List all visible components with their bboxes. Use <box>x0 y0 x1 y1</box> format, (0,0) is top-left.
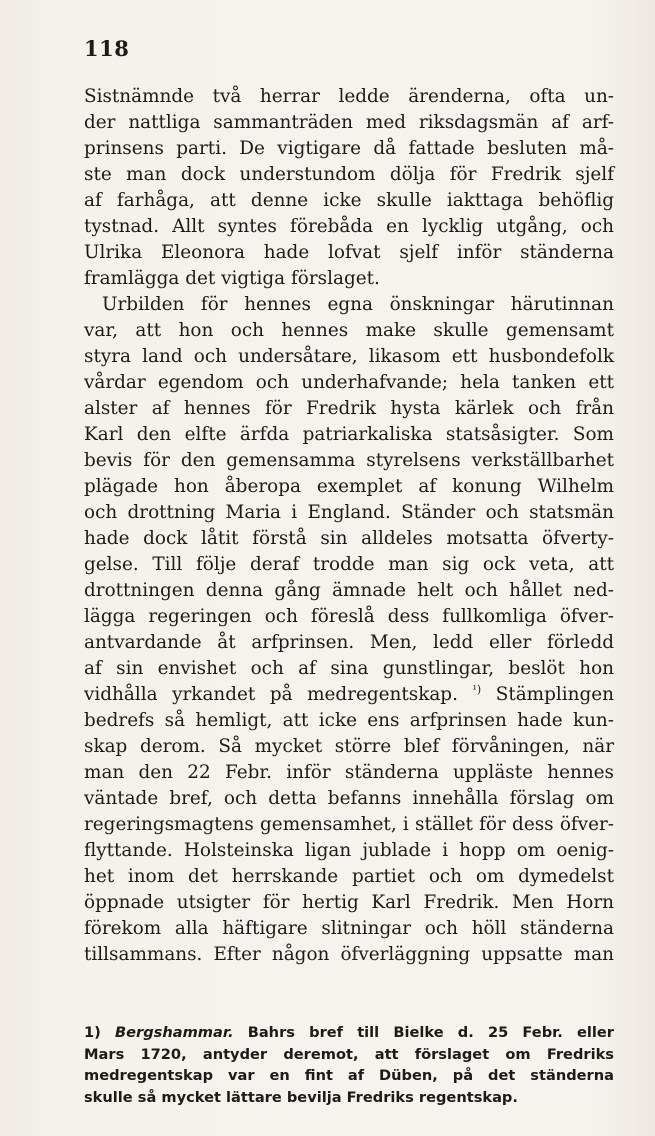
footnote-line: medregentskap var en fint af Düben, på det ständerna <box>84 1067 614 1084</box>
text-line-with-footnote-ref <box>84 682 614 708</box>
footnote-line: Mars 1720, antyder deremot, att förslaget om Fredriks <box>84 1045 614 1063</box>
text-line: ste man dock understundom dölja för Fredrik sjelf <box>84 164 614 185</box>
text-line: drottningen denna gång ämnade helt och hållet ned- <box>84 580 614 601</box>
text-line: styra land och undersåtare, likasom ett husbondefolk <box>84 346 614 367</box>
text-line: prinsens parti. De vigtigare då fattade besluten må- <box>84 138 614 159</box>
text-line: skap derom. Så mycket större blef förvåningen, när <box>84 736 614 757</box>
text-line: Sistnämnde två herrar ledde ärenderna, ofta un- <box>84 86 614 107</box>
text-line: af farhåga, att denne icke skulle iakttaga behöflig <box>84 190 614 211</box>
body-text <box>84 84 614 968</box>
text-line: vårdar egendom och underhafvande; hela tanken ett <box>84 372 614 393</box>
text-line: gelse. Till följe deraf trodde man sig ock veta, att <box>84 554 614 575</box>
text-line: het inom det herrskande partiet och om dymedelst <box>84 866 614 887</box>
footnote <box>84 1022 614 1108</box>
text-line: af sin envishet och af sina gunstlingar, beslöt hon <box>84 658 614 679</box>
footnote-source: Bergshammar. <box>115 1024 234 1041</box>
text-line: alster af hennes för Fredrik hysta kärlek och från <box>84 398 614 419</box>
text-line: hade dock låtit förstå sin alldeles motsatta öfverty- <box>84 528 614 549</box>
footnote-mark: 1) <box>84 1024 101 1041</box>
page-number: 118 <box>84 36 130 61</box>
text-segment: Bahrs bref till Bielke d. 25 Febr. eller <box>233 1024 614 1041</box>
text-line: bedrefs så hemligt, att icke ens arfprinsen hade kun- <box>84 710 614 731</box>
text-line: lägga regeringen och föreslå dess fullkomliga öfver- <box>84 606 614 627</box>
footnote-line <box>84 1022 614 1044</box>
text-line: flyttande. Holsteinska ligan jublade i hopp om oenig- <box>84 840 614 861</box>
text-segment: vidhålla yrkandet på medregentskap. <box>84 684 458 705</box>
text-line: väntade bref, och detta befanns innehålla förslag om <box>84 788 614 809</box>
text-line: tystnad. Allt syntes förebåda en lycklig utgång, och <box>84 216 614 237</box>
text-segment: Stämplingen <box>481 684 614 705</box>
text-line: regeringsmagtens gemensamhet, i stället för dess öfver- <box>84 814 614 835</box>
text-line: antvardande åt arfprinsen. Men, ledd eller förledd <box>84 632 614 653</box>
text-line: tillsammans. Efter någon öfverläggning uppsatte man <box>84 944 614 965</box>
text-line: var, att hon och hennes make skulle gemensamt <box>84 320 614 341</box>
text-line: Karl den elfte ärfda patriarkaliska statsåsigter. Som <box>84 424 614 445</box>
footnote-line: skulle så mycket lättare bevilja Fredriks regentskap. <box>84 1088 518 1106</box>
text-line: plägade hon åberopa exemplet af konung Wilhelm <box>84 476 614 497</box>
text-line: Ulrika Eleonora hade lofvat sjelf inför ständerna <box>84 242 614 263</box>
text-line: och drottning Maria i England. Ständer och statsmän <box>84 502 614 523</box>
text-line: man den 22 Febr. inför ständerna uppläste hennes <box>84 762 614 783</box>
footnote-reference: ¹) <box>472 682 482 696</box>
text-line: Urbilden för hennes egna önskningar härutinnan <box>102 294 614 315</box>
text-line: der nattliga sammanträden med riksdagsmän af arf- <box>84 112 614 133</box>
text-line: öppnade utsigter för hertig Karl Fredrik. Men Horn <box>84 892 614 913</box>
text-line: framlägga det vigtiga förslaget. <box>84 268 380 289</box>
text-line: bevis för den gemensamma styrelsens verkställbarhet <box>84 450 614 471</box>
text-line: förekom alla häftigare slitningar och höll ständerna <box>84 918 614 939</box>
